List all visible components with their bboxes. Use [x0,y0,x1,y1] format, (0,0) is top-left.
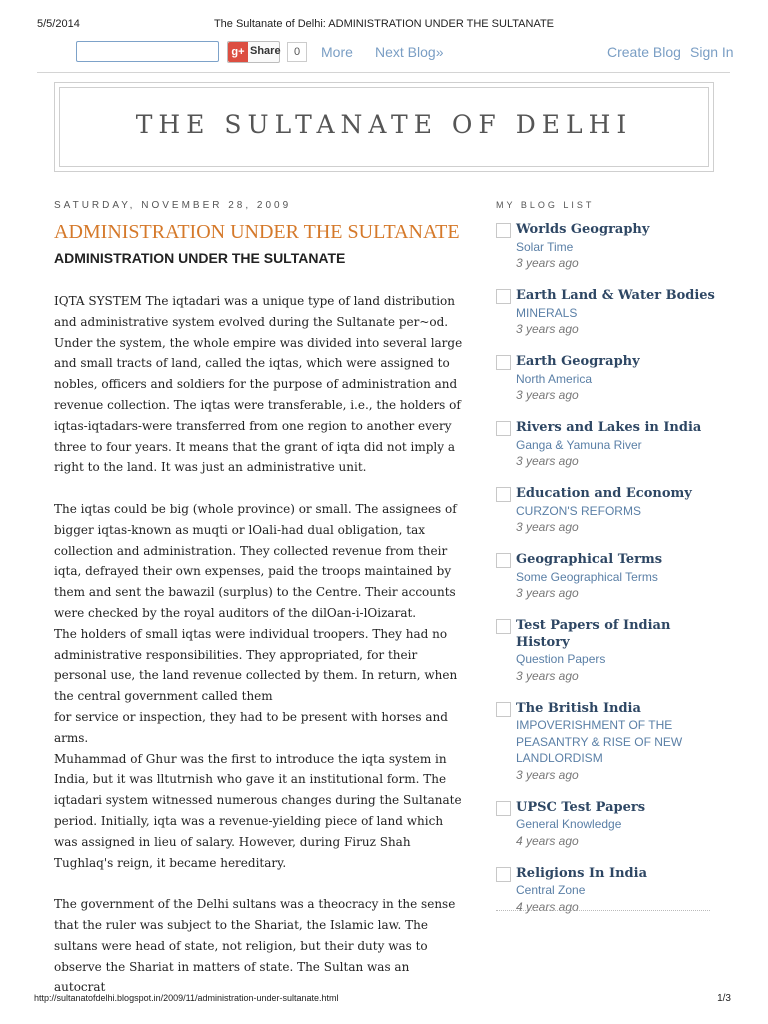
post-paragraph: for service or inspection, they had to be present with horses and arms. [54,709,448,745]
blog-post-age: 3 years ago [516,767,579,782]
blog-post-age: 3 years ago [516,454,579,468]
blog-post-age: 3 years ago [516,586,579,600]
blog-name-link[interactable]: Test Papers of Indian History [516,618,671,650]
blog-list-item [496,486,722,536]
blog-list-item [496,618,722,685]
print-header [0,0,768,30]
next-blog-link[interactable]: Next Blog» [375,44,444,60]
blog-name-link[interactable]: The British India [516,700,641,716]
print-url: http://sultanatofdelhi.blogspot.in/2009/11/administration-under-sultanate.html [34,993,339,1003]
blog-title[interactable]: THE SULTANATE OF DELHI [135,110,633,139]
blog-post-link[interactable]: IMPOVERISHMENT OF THE PEASANTRY & RISE OF NEW LANDLORDISM [516,718,683,765]
blog-header [54,82,714,172]
print-page-title: The Sultanate of Delhi: ADMINISTRATION UNDER THE SULTANATE [213,18,555,30]
more-link[interactable]: More [321,44,353,60]
blog-post-link[interactable]: Some Geographical Terms [516,569,658,584]
blog-post-link[interactable]: CURZON'S REFORMS [516,503,641,518]
blog-list [496,222,722,932]
blog-post-link[interactable]: General Knowledge [516,817,622,831]
print-page-number: 1/3 [717,993,731,1004]
blog-post-age: 4 years ago [516,833,579,848]
print-date: 5/5/2014 [37,18,80,30]
google-plus-icon: g+ [228,42,248,62]
blog-name-link[interactable]: UPSC Test Papers [516,799,646,815]
blog-name-link[interactable]: Education and Economy [516,486,692,501]
blog-post-age: 3 years ago [516,520,579,534]
blog-list-item [496,701,722,784]
blog-post-link[interactable]: MINERALS [516,305,578,320]
blog-list-item [496,420,722,470]
blog-thumbnail-icon [496,553,511,568]
post-date-header: SATURDAY, NOVEMBER 28, 2009 [54,200,292,211]
blog-header-inner [59,87,709,167]
share-label: Share [250,45,281,57]
post-title[interactable]: ADMINISTRATION UNDER THE SULTANATE [54,221,460,243]
post-paragraph: Muhammad of Ghur was the first to introduce the iqta system in India, but it was lltutrnish who gave it an institutional form. The iqtadari system witnessed numerous changes during the Sultanate period. Initially, iqta was a revenue-yielding piece of land which was assigned in lieu of salary. However, during Firuz Shah Tughlaq's reign, it became hereditary. [54,751,462,870]
blog-post-age: 4 years ago [516,899,579,914]
blog-list-item [496,866,722,916]
blog-name-link[interactable]: Rivers and Lakes in India [516,420,702,435]
create-blog-link[interactable]: Create Blog [607,44,681,60]
blog-list-item [496,288,722,338]
blog-post-link[interactable]: Central Zone [516,883,586,897]
blog-thumbnail-icon [496,421,511,436]
sidebar-divider [496,910,710,911]
blog-thumbnail-icon [496,619,511,634]
blog-post-link[interactable]: Ganga & Yamuna River [516,437,642,452]
blog-post-link[interactable]: Solar Time [516,239,574,254]
blogger-navbar [0,40,768,66]
blog-name-link[interactable]: Earth Land & Water Bodies [516,288,715,303]
search-input[interactable] [76,41,219,62]
post-subtitle: ADMINISTRATION UNDER THE SULTANATE [54,250,346,266]
post-paragraph: The government of the Delhi sultans was a theocracy in the sense that the ruler was subject to the Shariat, the Islamic law. The sultans were head of state, not religion, but their duty was to observe the Shariat in matters of state. The Sultan was an autocrat [54,897,456,995]
blog-name-link[interactable]: Geographical Terms [516,552,663,567]
blog-list-item [496,222,722,272]
blog-thumbnail-icon [496,289,511,304]
share-button[interactable] [227,41,280,63]
blog-thumbnail-icon [496,487,511,502]
blog-thumbnail-icon [496,223,511,238]
blog-post-link[interactable]: North America [516,371,593,386]
blog-name-link[interactable]: Worlds Geography [516,222,650,237]
header-divider [37,72,730,73]
blog-thumbnail-icon [496,702,511,717]
sign-in-link[interactable]: Sign In [690,44,734,60]
post-body [54,291,464,998]
blog-name-link[interactable]: Religions In India [516,865,647,881]
blog-list-item [496,552,722,602]
print-footer [0,990,768,1010]
blog-list-item [496,354,722,404]
post-paragraph: The holders of small iqtas were individual troopers. They had no administrative responsibilities. They appropriated, for their personal use, the land revenue collected by them. In return, when the central government called them [54,626,458,704]
blog-post-link[interactable]: Question Papers [516,652,606,666]
blog-thumbnail-icon [496,867,511,882]
blog-post-age: 3 years ago [516,256,579,270]
share-count: 0 [287,42,307,62]
blog-list-heading: MY BLOG LIST [496,200,595,210]
blog-list-item [496,800,722,850]
blog-thumbnail-icon [496,801,511,816]
blog-post-age: 3 years ago [516,322,579,336]
blog-name-link[interactable]: Earth Geography [516,354,640,369]
post-paragraph: The iqtas could be big (whole province) or small. The assignees of bigger iqtas-known as muqti or lOali-had dual obligation, tax collection and administration. They collected revenue from their iqta, defrayed their own expenses, paid the troops maintained by them and sent the bawazil (surplus) to the Centre. Their accounts were checked by the royal auditors of the dilOan-i-lOizarat. [54,501,457,620]
blog-post-age: 3 years ago [516,388,579,402]
post-paragraph: IQTA SYSTEM The iqtadari was a unique type of land distribution and administrative system evolved during the Sultanate per~od. Under the system, the whole empire was divided into several large and small tracts of land, called the iqtas, which were assigned to nobles, officers and soldiers for the purpose of administration and revenue collection. The iqtas were transferable, i.e., the holders of iqtas-iqtadars-were transferred from one region to another every three to four years. It means that the grant of iqta did not imply a right to the land. It was just an administrative unit. [54,294,463,475]
blog-thumbnail-icon [496,355,511,370]
blog-post-age: 3 years ago [516,668,579,683]
